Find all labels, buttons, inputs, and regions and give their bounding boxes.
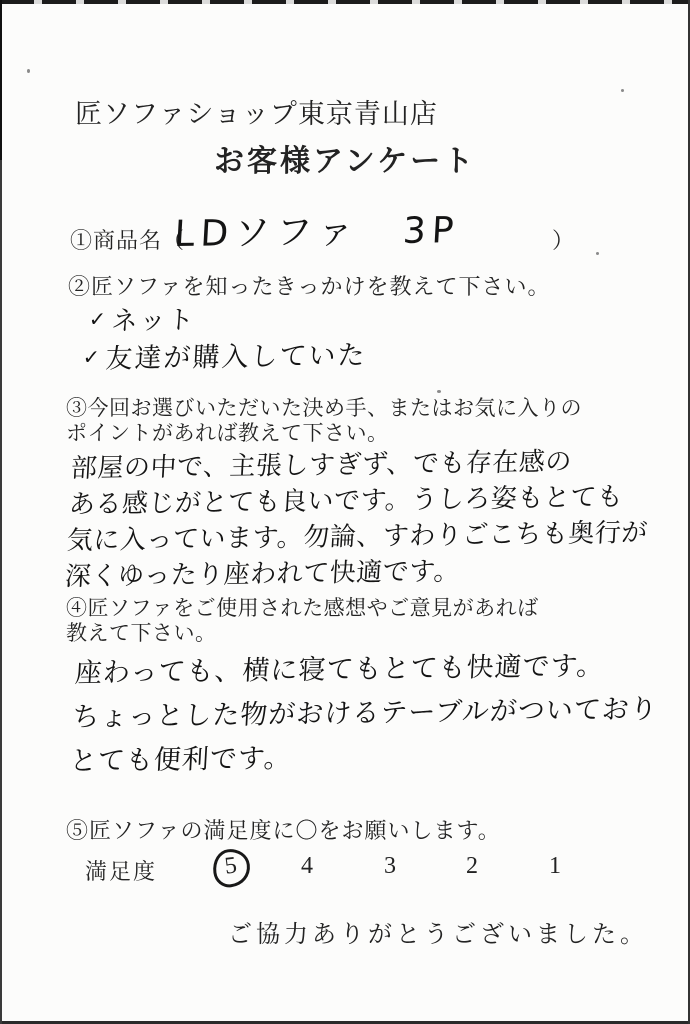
checkmark-icon: ✓: [82, 344, 103, 370]
q2-prompt: ②匠ソファを知ったきっかけを教えて下さい。: [68, 274, 551, 299]
q4-answer-line: 座わっても、横に寝てもとても快適です。: [73, 650, 606, 690]
shop-name: 匠ソファショップ東京青山店: [75, 99, 438, 129]
q4-prompt-line: ④匠ソファをご使用された感想やご意見があれば: [66, 596, 539, 620]
q4-answer-line: ちょっとした物がおけるテーブルがついており: [71, 693, 659, 734]
q1-label: ①商品名（: [70, 228, 186, 253]
rating-option-1: 1: [549, 853, 561, 879]
scan-speck: [27, 69, 30, 73]
closing-message: ご協力ありがとうございました。: [228, 922, 648, 948]
checkmark-icon: ✓: [88, 306, 109, 332]
q3-prompt: [66, 396, 582, 446]
q2-handwritten-answer-2: [82, 333, 368, 376]
scan-speck: [596, 252, 599, 255]
rating-option-3: 3: [384, 853, 396, 879]
q4-prompt-line: 教えて下さい。: [66, 621, 217, 645]
q1-handwritten-answer: LDソファ 3P: [173, 210, 461, 256]
q4-answer-line: とても便利です。: [69, 742, 293, 778]
q5-prompt: ⑤匠ソファの満足度に〇をお願いします。: [66, 818, 501, 843]
q3-answer-line: 気に入っています。勿論、すわりごこちも奥行が: [66, 517, 649, 557]
scan-edge-left: [0, 0, 2, 1024]
q3-prompt-line: ポイントがあれば教えて下さい。: [66, 421, 389, 445]
q3-answer-line: ある感じがとても良いです。うしろ姿もとても: [68, 482, 625, 521]
q4-prompt: [66, 596, 539, 646]
scan-edge-top: [0, 0, 690, 4]
rating-option-2: 2: [466, 853, 478, 879]
rating-option-5-selected: [213, 849, 250, 887]
q2-answer-text: ネット: [110, 305, 197, 337]
q3-answer-line: 部屋の中で、主張しすぎず、でも存在感の: [70, 447, 573, 485]
q3-prompt-line: ③今回お選びいただいた決め手、またはお気に入りの: [66, 396, 582, 420]
handdrawn-circle-mark: 5: [211, 847, 252, 889]
q2-answer-text: 友達が購入していた: [104, 340, 368, 375]
scan-speck: [437, 390, 441, 393]
q4-handwritten-answer: [69, 644, 662, 784]
q3-answer-line: 深くゆったり座われて快適です。: [64, 556, 461, 593]
scan-speck: [621, 89, 624, 92]
q1-label-close-paren: ）: [552, 228, 575, 253]
rating-option-4: 4: [301, 853, 313, 879]
rating-scale-label: 満足度: [85, 859, 158, 884]
q2-handwritten-answer-1: [88, 300, 197, 339]
survey-title: お客様アンケート: [214, 145, 477, 178]
q3-handwritten-answer: [64, 443, 653, 595]
